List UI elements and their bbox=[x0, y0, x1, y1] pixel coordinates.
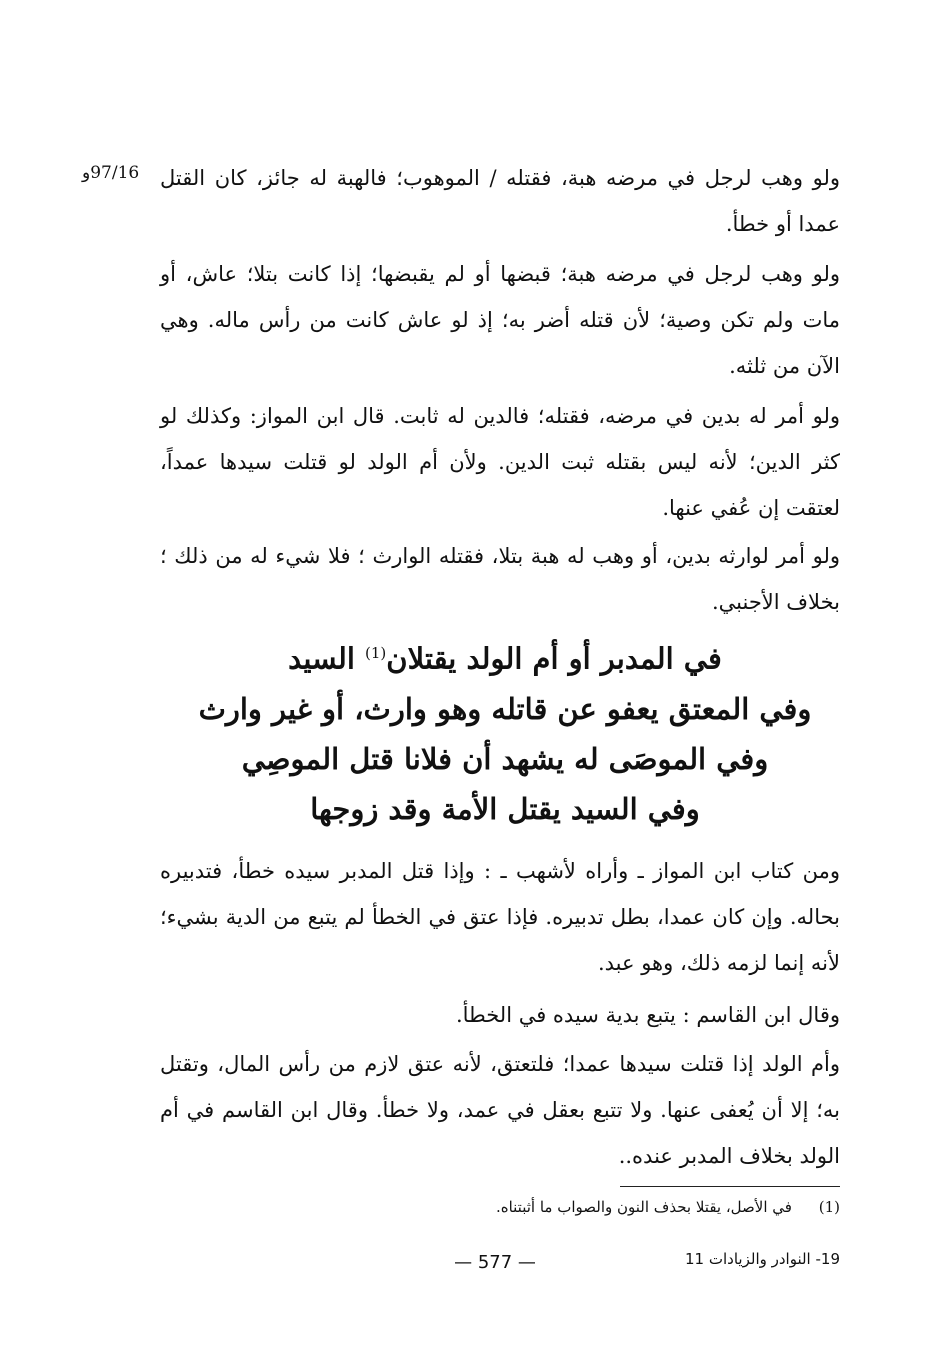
paragraph-ibn-al-mawaz: ومن كتاب ابن المواز ـ وأراه لأشهب ـ : وإذا قتل المدبر سيده خطأ، فتدبيره بحاله. وإن كان عمدا، بطل تدبيره. فإذا عتق في الخطأ لم يتبع من الدية بشيء؛ لأنه إنما لزمه ذلك، وهو عبد. bbox=[160, 859, 840, 975]
footnote-text: في الأصل، يقتلا بحذف النون والصواب ما أثبتناه. bbox=[495, 1198, 792, 1216]
paragraph-ibn-al-qasim: وقال ابن القاسم : يتبع بدية سيده في الخطأ. bbox=[455, 1003, 840, 1027]
heading-line-2: وفي المعتق يعفو عن قاتله وهو وارث، أو غير وارث bbox=[198, 691, 812, 726]
paragraph-gift-in-illness: ولو وهب لرجل في مرضه هبة، فقتله / الموهوب؛ فالهبة له جائز، كان القتل عمدا أو خطأ. bbox=[160, 166, 840, 236]
printer-signature: 19- النوادر والزيادات 11 bbox=[685, 1250, 840, 1268]
heading-line-4: وفي السيد يقتل الأمة وقد زوجها bbox=[310, 791, 700, 826]
footnote-divider bbox=[620, 1186, 840, 1187]
paragraph-gift-received-or-not: ولو وهب لرجل في مرضه هبة؛ قبضها أو لم يقبضها؛ إذا كانت بتلا؛ عاش، أو مات ولم تكن وصية؛ لأن قتله أضر به؛ إذ لو عاش كانت من رأس ماله. وهي الآن من ثلثه. bbox=[160, 262, 840, 378]
section-heading bbox=[180, 628, 830, 834]
footnote bbox=[300, 1194, 840, 1220]
page-number: — 577 — bbox=[454, 1252, 536, 1273]
heading-line-1: في المدبر أو أم الولد يقتلان$^{(1)}$ السيد bbox=[288, 641, 722, 676]
footnote-number: (1) bbox=[818, 1198, 840, 1216]
heading-line-3: وفي الموصَى له يشهد أن فلانا قتل الموصِي bbox=[241, 741, 769, 776]
paragraph-heir-debt: ولو أمر لوارثه بدين، أو وهب له هبة بتلا، فقتله الوارث ؛ فلا شيء له من ذلك ؛ بخلاف الأجنبي. bbox=[160, 544, 840, 614]
paragraph-debt-order: ولو أمر له بدين في مرضه، فقتله؛ فالدين له ثابت. قال ابن المواز: وكذلك لو كثر الدين؛ لأنه ليس بقتله ثبت الدين. ولأن أم الولد لو قتلت سيدها عمداً، لعتقت إن عُفي عنها. bbox=[160, 404, 840, 520]
manuscript-folio-ref: 97/16و bbox=[82, 163, 140, 183]
footnote-ref: (1) bbox=[365, 644, 387, 662]
paragraph-umm-al-walad: وأم الولد إذا قتلت سيدها عمدا؛ فلتعتق، لأنه عتق لازم من رأس المال، وتقتل به؛ إلا أن يُعفى عنها. ولا تتبع بعقل في عمد، ولا خطأ. وقال ابن القاسم في أم الولد بخلاف المدبر عنده.. bbox=[160, 1052, 840, 1168]
